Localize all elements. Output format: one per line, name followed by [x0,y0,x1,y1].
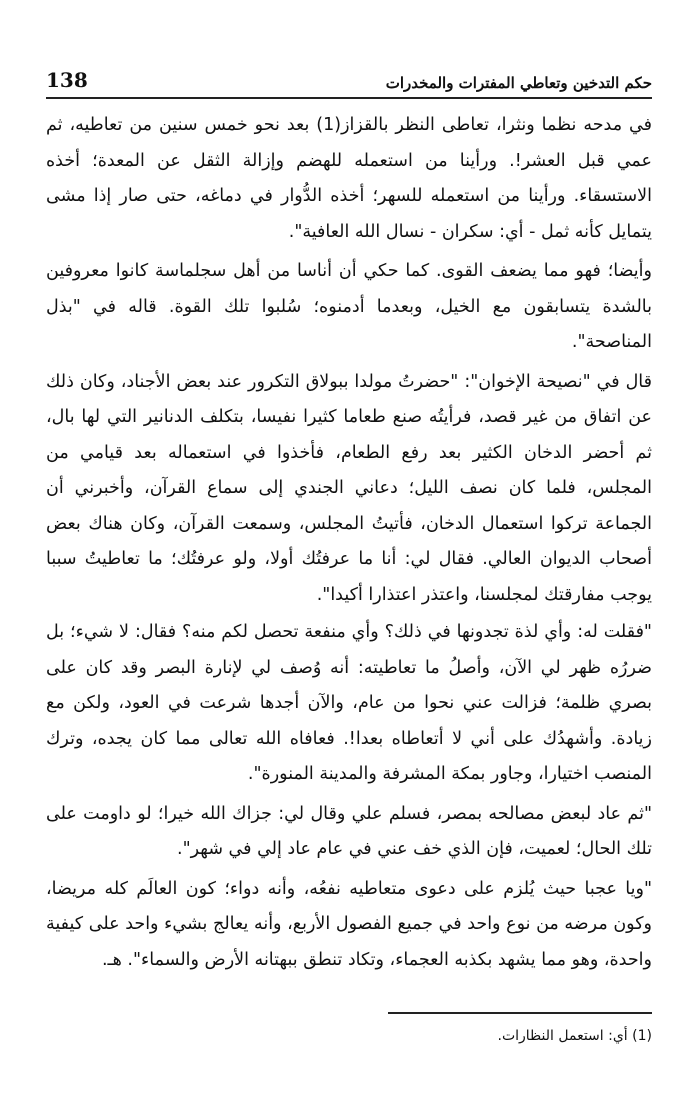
page-header [46,62,652,92]
page-body [46,108,652,980]
paragraph: "فقلت له: وأي لذة تجدونها في ذلك؟ وأي منفعة تحصل لكم منه؟ فقال: لا شيء؛ بل ضررُه ظهر لي الآن، وأصلُ ما تعاطيته: أنه وُصف لي لإنارة البصر وقد كان على بصري ظلمة؛ فزالت عني نحوا من عام، والآن أجدها شرعت في العود، ولكن مع زيادة. وأشهدُك على أني لا أتعاطاه بعدا!. فعافاه الله تعالى مما كان يجده، وترك المنصب اختيارا، وجاور بمكة المشرفة والمدينة المنورة". [46,622,652,784]
running-title: حكم التدخين وتعاطي المفترات والمخدرات [385,74,652,92]
page-number: 138 [46,68,88,92]
paragraph: "ثم عاد لبعض مصالحه بمصر، فسلم علي وقال لي: جزاك الله خيرا؛ لو داومت على تلك الحال؛ لعميت، فإن الذي خف عني في عام عاد إلي في شهر". [46,803,652,859]
paragraph: وأيضا؛ فهو مما يضعف القوى. كما حكي أن أناسا من أهل سجلماسة كانوا معروفين بالشدة يتسابقون مع الخيل، وبعدما أدمنوه؛ سُلبوا تلك القوة. قاله في "بذل المناصحة". [46,261,652,352]
footnote: (1) أي: استعمل النظارات. [497,1028,652,1044]
header-rule [46,97,652,99]
paragraph: في مدحه نظما ونثرا، تعاطى النظر بالقزاز(1) بعد نحو خمس سنين من تعاطيه، ثم عمي قبل العشر!. ورأينا من استعمله للهضم وإزالة الثقل عن المعدة؛ أخذه الاستسقاء. ورأينا من استعمله للسهر؛ أخذه الدُّوار في دماغه، حتى صار إذا مشى يتمايل كأنه ثمل - أي: سكران - نسال الله العافية". [46,115,652,242]
paragraph: قال في "نصيحة الإخوان": "حضرتُ مولدا ببولاق التكرور عند بعض الأجناد، وكان ذلك عن اتفاق من غير قصد، فرأيتُه صنع طعاما كثيرا نفيسا، بتكلف الدنانير التي لها بال، ثم أحضر الدخان الكثير بعد رفع الطعام، فأخذوا في استعماله بعد قيامي من المجلس، فلما كان نصف الليل؛ دعاني الجندي إلى سماع القرآن، وأخبرني أن الجماعة تركوا استعمال الدخان، فأتيتُ المجلس، وسمعت القرآن، وكان هناك بعض أصحاب الديوان العالي. فقال لي: أنا ما عرفتُك أولا، ولو عرفتُك؛ ما تعاطيتُ سببا يوجب مفارقتك لمجلسنا، واعتذر اعتذارا أكيدا". [46,371,652,605]
paragraph: "ويا عجبا حيث يُلزم على دعوى متعاطيه نفعُه، وأنه دواء؛ كون العالَم كله مريضا، وكون مرضه من نوع واحد في جميع الفصول الأربع، وأنه يعالج بشيء واحد على كيفية واحدة، وهو مما يشهد بكذبه العجماء، وتكاد تنطق ببهتانه الأرض والسماء". هـ. [46,878,652,970]
footnote-rule [388,1012,652,1014]
